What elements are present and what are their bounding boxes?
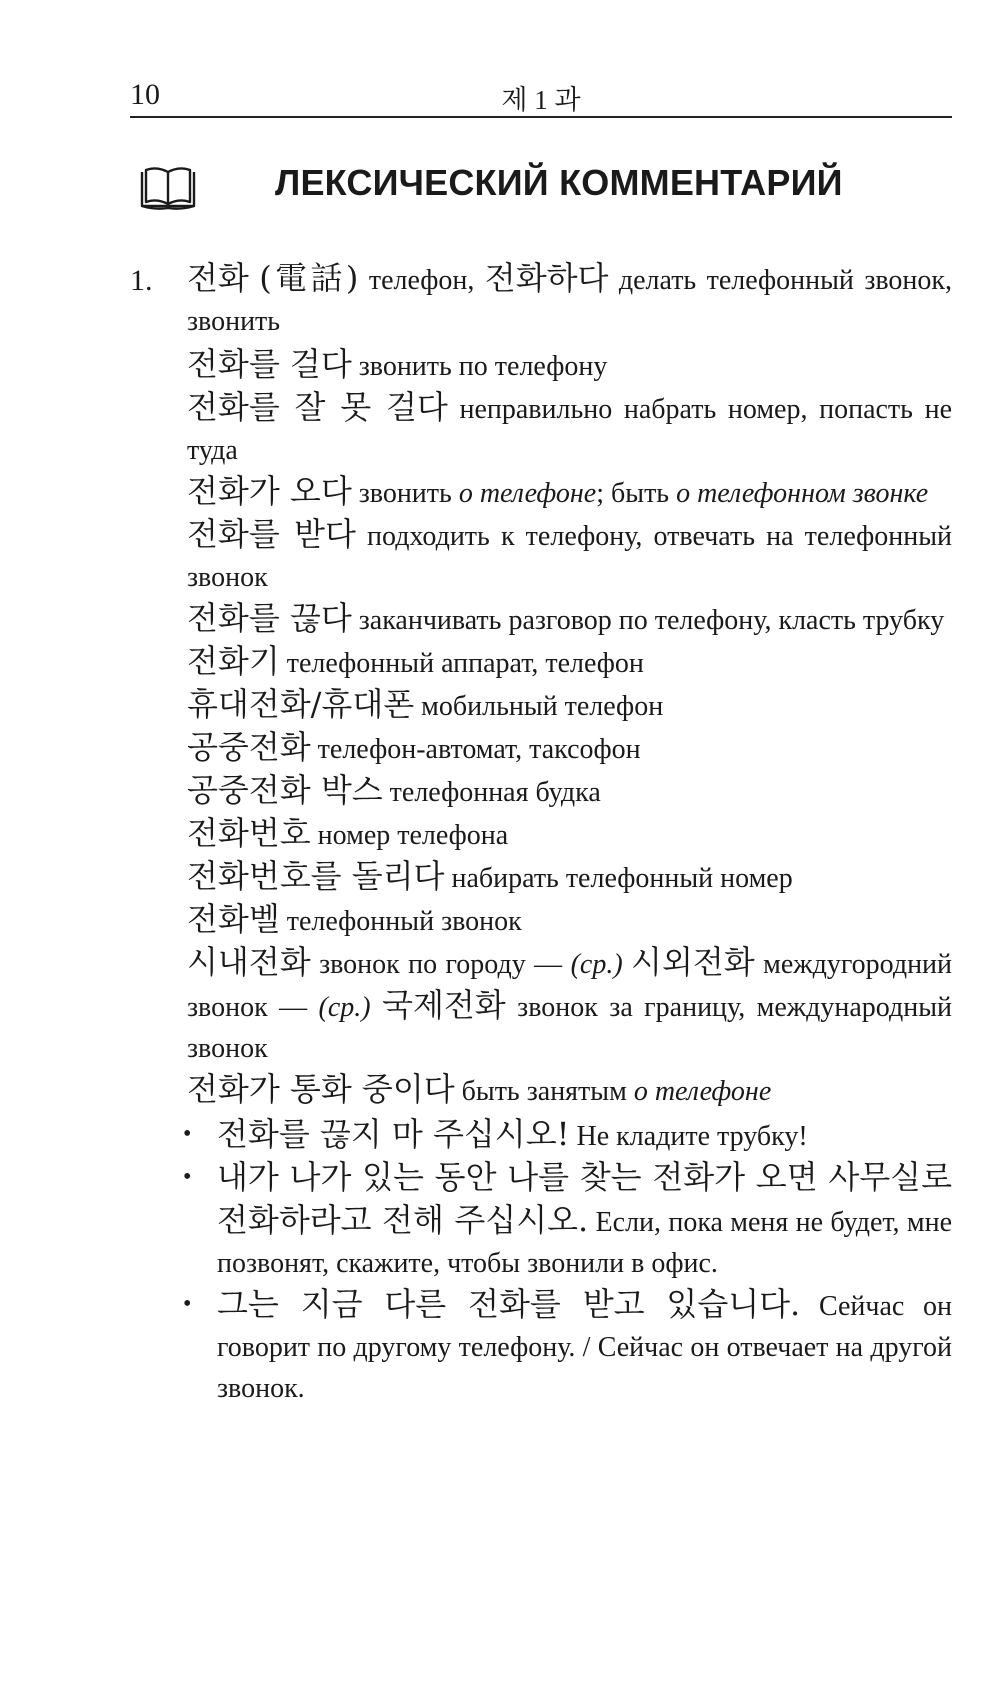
running-head: 제 1 과 [501,85,581,115]
korean-example: 그는 지금 다른 전화를 받고 있습니다. [217,1285,801,1323]
example-sentence [183,1284,952,1409]
page-number: 10 [130,78,160,111]
korean-phrase: 전화번호를 돌리다 [187,857,445,895]
list-item [187,813,952,856]
korean-phrase: 전화기 [187,642,280,680]
translation: телефонный звонок [286,906,522,937]
example-sentence [183,1114,952,1157]
open-book-icon [138,164,198,214]
korean-phrase: 전화번호 [187,814,311,852]
list-item [187,727,952,770]
translation: быть занятым [461,1076,627,1107]
korean-phrase: 전화를 끊다 [187,599,352,637]
list-item [187,387,952,471]
translation: звонок по городу — [319,949,563,980]
headword-hanja: (電話) [259,259,359,297]
section-title: ЛЕКСИЧЕСКИЙ КОММЕНТАРИЙ [275,162,843,203]
list-item [187,899,952,942]
derived-word: 전화하다 [484,259,609,297]
bullet-icon: • [183,1164,192,1190]
list-item [187,942,952,1069]
korean-phrase: 전화가 통화 중이다 [187,1070,455,1108]
usage-note: о телефоне [458,478,597,509]
list-item [187,684,952,727]
translation: звонить [358,478,452,509]
translation: набирать телефонный номер [451,863,793,894]
translation: телефонный аппарат, телефон [286,648,644,679]
translation: заканчивать разговор по телефону, класть трубку [358,605,945,636]
example-translation: Если, пока меня не будет, мне позвонят, скажите, чтобы звонили в офис. [217,1207,952,1279]
translation: подходить к телефону, отвечать на телефонный звонок [187,521,953,593]
korean-phrase: 휴대전화/휴대폰 [187,685,415,723]
compare-note: (ср.) [570,949,623,980]
list-item [187,471,952,514]
translation: звонить по телефону [358,351,608,382]
korean-phrase: 전화를 받다 [187,515,356,553]
list-item [187,598,952,641]
item-number: 1. [130,264,153,297]
korean-phrase: 전화가 오다 [187,472,352,510]
headword: 전화 [187,259,249,297]
translation: номер телефона [317,820,509,851]
korean-phrase: 전화를 걸다 [187,345,352,383]
bullet-icon: • [183,1121,192,1147]
translation: телефон-автомат, таксофон [317,734,641,765]
list-item [187,641,952,684]
lexical-entry [130,258,952,1409]
example-list [130,1114,952,1409]
list-item [187,514,952,598]
korean-phrase: 전화벨 [187,900,280,938]
translation: телефонная будка [389,777,601,808]
translation: неправильно набрать номер, попасть не туда [187,394,952,466]
compare-note: (ср.) [318,992,371,1023]
korean-phrase: 시외전화 [631,943,755,981]
list-item [187,344,952,387]
korean-phrase: 전화를 잘 못 걸다 [187,388,448,426]
korean-phrase: 시내전화 [187,943,311,981]
usage-note: о телефоне [633,1076,772,1107]
derived-gloss: делать телефонный звонок, звонить [187,265,952,337]
korean-example: 내가 나가 있는 동안 나를 찾는 전화가 오면 사무실로 전화하라고 전해 주십시오. [217,1158,952,1239]
section-heading [130,160,952,220]
page-header [130,70,952,118]
example-translation: Сейчас он говорит по другому телефону. / Сейчас он отвечает на другой звонок. [217,1291,952,1404]
translation: звонок за границу, международный звонок [187,992,953,1064]
example-translation: Не кладите трубку! [576,1121,808,1152]
headword-gloss: телефон, [368,265,475,296]
list-item [187,770,952,813]
bullet-icon: • [183,1291,192,1317]
translation: мобильный телефон [421,691,664,722]
korean-example: 전화를 끊지 마 주십시오! [217,1115,570,1153]
headword-line [187,258,952,342]
translation: междугородний звонок — [187,949,953,1023]
list-item [187,856,952,899]
usage-note: о телефонном звонке [676,478,929,509]
list-item [187,1069,952,1112]
korean-phrase: 국제전화 [382,986,506,1024]
korean-phrase: 공중전화 [187,728,311,766]
translation: ; быть [596,478,670,509]
example-sentence [183,1157,952,1284]
korean-phrase: 공중전화 박스 [187,771,383,809]
